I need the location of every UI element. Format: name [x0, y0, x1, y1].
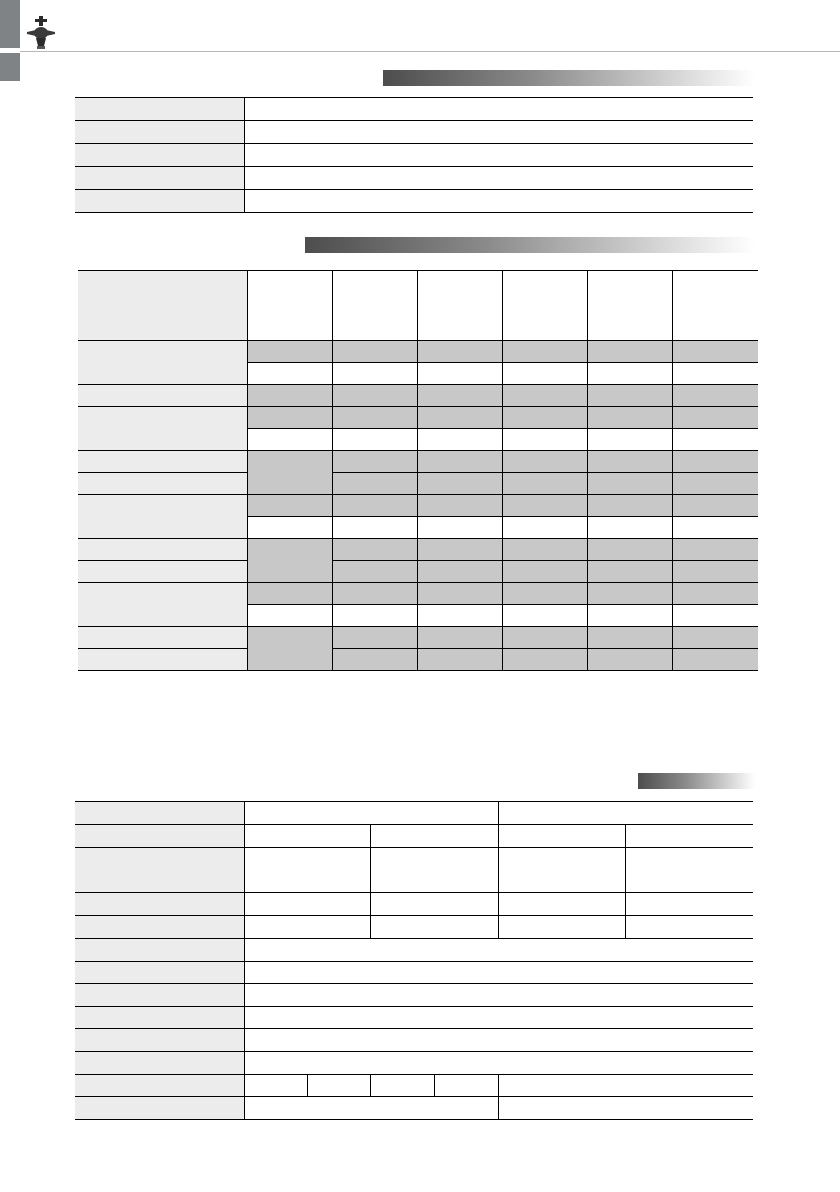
row-label-cell [75, 1052, 244, 1075]
table-cell [672, 627, 758, 649]
section1-title-bar [383, 70, 755, 86]
row-label-cell [75, 962, 244, 984]
table-cell [307, 1075, 370, 1097]
table-cell [587, 429, 672, 451]
row-label-cell [78, 407, 247, 451]
table-cell [247, 605, 332, 627]
row-label-cell [75, 167, 244, 190]
table-row [75, 121, 753, 144]
column-header [247, 271, 332, 341]
table-row [75, 825, 753, 848]
row-label-cell [78, 583, 247, 627]
table-cell [247, 583, 332, 605]
table-row [75, 916, 753, 939]
row-label-cell [75, 939, 244, 962]
row-label-cell [75, 144, 244, 167]
table-cell [498, 825, 625, 848]
table-row [75, 1075, 753, 1097]
table-cell [417, 407, 502, 429]
table-row [78, 385, 758, 407]
table-cell [434, 1075, 498, 1097]
row-label-cell [78, 561, 247, 583]
table-cell [502, 495, 587, 517]
table-cell [502, 385, 587, 407]
section2-table [78, 270, 758, 671]
table-cell [498, 802, 753, 825]
header-label-cell [78, 271, 247, 341]
row-label-cell [78, 451, 247, 473]
row-value-cell [244, 98, 753, 121]
table-cell [672, 341, 758, 363]
row-label-cell [75, 984, 244, 1007]
table-cell [502, 605, 587, 627]
table-cell [672, 605, 758, 627]
table-cell [502, 627, 587, 649]
table-cell [370, 848, 498, 893]
table-cell [502, 363, 587, 385]
row-label-cell [78, 385, 247, 407]
table-cell [672, 429, 758, 451]
table-row [75, 893, 753, 916]
row-label-cell [75, 916, 244, 939]
table-cell [672, 583, 758, 605]
table-cell [417, 495, 502, 517]
table-cell [332, 605, 417, 627]
row-label-cell [75, 1097, 244, 1120]
table-row [78, 561, 758, 583]
table-cell [247, 385, 332, 407]
table-cell [332, 583, 417, 605]
table-cell [672, 495, 758, 517]
table-cell [332, 649, 417, 671]
table-cell [247, 341, 332, 363]
merged-table-cell [247, 451, 332, 495]
table-row [78, 649, 758, 671]
table-cell [332, 517, 417, 539]
table-cell [244, 1007, 753, 1029]
table-cell [625, 916, 753, 939]
table-row [75, 939, 753, 962]
table-cell [417, 627, 502, 649]
table-cell [625, 848, 753, 893]
row-label-cell [78, 649, 247, 671]
table-cell [502, 341, 587, 363]
row-label-cell [75, 98, 244, 121]
table-header-row [78, 271, 758, 341]
table-row [78, 495, 758, 517]
table-cell [672, 649, 758, 671]
section1-table [75, 97, 753, 213]
table-cell [502, 407, 587, 429]
table-cell [587, 495, 672, 517]
table-cell [332, 341, 417, 363]
table-cell [417, 429, 502, 451]
table-cell [332, 473, 417, 495]
table-cell [244, 802, 498, 825]
table-cell [587, 363, 672, 385]
table-cell [247, 517, 332, 539]
table-row [75, 1029, 753, 1052]
table-cell [587, 605, 672, 627]
table-cell [502, 583, 587, 605]
table-cell [244, 848, 370, 893]
table-cell [332, 627, 417, 649]
table-cell [498, 916, 625, 939]
table-cell [332, 495, 417, 517]
table-cell [247, 407, 332, 429]
table-row [75, 984, 753, 1007]
table-row [75, 144, 753, 167]
row-label-cell [78, 627, 247, 649]
table-cell [370, 1075, 434, 1097]
table-cell [332, 385, 417, 407]
table-cell [332, 451, 417, 473]
table-row [78, 539, 758, 561]
row-label-cell [75, 190, 244, 213]
table-row [78, 341, 758, 363]
page-side-tab-top [0, 0, 20, 48]
table-cell [332, 363, 417, 385]
table-cell [502, 451, 587, 473]
table-cell [587, 561, 672, 583]
table-cell [498, 848, 625, 893]
table-row [78, 583, 758, 605]
column-header [502, 271, 587, 341]
table-cell [244, 1052, 753, 1075]
section2-title-bar [305, 237, 755, 253]
table-cell [672, 363, 758, 385]
table-row [75, 1052, 753, 1075]
header-divider [20, 51, 840, 52]
table-cell [502, 649, 587, 671]
table-cell [587, 473, 672, 495]
table-cell [244, 916, 370, 939]
table-cell [502, 473, 587, 495]
table-cell [244, 962, 753, 984]
table-cell [370, 916, 498, 939]
table-cell [502, 539, 587, 561]
row-label-cell [75, 121, 244, 144]
table-cell [672, 473, 758, 495]
table-row [75, 848, 753, 893]
column-header [332, 271, 417, 341]
table-cell [672, 407, 758, 429]
table-cell [672, 517, 758, 539]
table-row [75, 167, 753, 190]
row-label-cell [78, 495, 247, 539]
table-cell [244, 984, 753, 1007]
page-side-tab-bottom [0, 53, 20, 81]
row-value-cell [244, 144, 753, 167]
row-label-cell [75, 1007, 244, 1029]
table-cell [247, 429, 332, 451]
row-value-cell [244, 121, 753, 144]
table-row [78, 451, 758, 473]
table-cell [247, 363, 332, 385]
table-cell [332, 429, 417, 451]
table-row [78, 473, 758, 495]
table-cell [502, 517, 587, 539]
table-cell [417, 385, 502, 407]
table-cell [672, 451, 758, 473]
table-row [78, 627, 758, 649]
table-cell [672, 561, 758, 583]
section3-table [75, 801, 753, 1120]
table-row [75, 962, 753, 984]
row-label-cell [75, 1029, 244, 1052]
table-cell [244, 1075, 307, 1097]
row-label-cell [75, 848, 244, 893]
table-cell [417, 605, 502, 627]
merged-table-cell [247, 539, 332, 583]
table-cell [498, 893, 625, 916]
row-value-cell [244, 167, 753, 190]
table-cell [498, 1097, 753, 1120]
table-cell [417, 451, 502, 473]
table-cell [417, 341, 502, 363]
table-cell [625, 825, 753, 848]
table-cell [244, 893, 370, 916]
table-cell [417, 517, 502, 539]
table-row [75, 1007, 753, 1029]
table-cell [587, 649, 672, 671]
table-cell [587, 627, 672, 649]
table-cell [587, 583, 672, 605]
table-cell [502, 429, 587, 451]
table-row [75, 802, 753, 825]
table-cell [332, 407, 417, 429]
table-row [75, 190, 753, 213]
table-cell [587, 451, 672, 473]
table-cell [498, 1075, 753, 1097]
row-label-cell [78, 341, 247, 385]
table-cell [502, 561, 587, 583]
table-cell [370, 893, 498, 916]
row-label-cell [75, 825, 244, 848]
table-cell [332, 539, 417, 561]
table-row [78, 407, 758, 429]
table-row [75, 1097, 753, 1120]
table-cell [244, 1097, 498, 1120]
row-label-cell [78, 539, 247, 561]
row-value-cell [244, 190, 753, 213]
table-cell [247, 495, 332, 517]
row-label-cell [75, 1075, 244, 1097]
table-cell [417, 649, 502, 671]
table-cell [587, 385, 672, 407]
table-cell [625, 893, 753, 916]
table-cell [587, 341, 672, 363]
row-label-cell [75, 893, 244, 916]
table-cell [417, 473, 502, 495]
table-cell [672, 539, 758, 561]
table-cell [587, 517, 672, 539]
table-cell [417, 539, 502, 561]
column-header [672, 271, 758, 341]
table-cell [672, 385, 758, 407]
table-cell [332, 561, 417, 583]
emblem-logo-icon [26, 16, 56, 52]
table-cell [587, 539, 672, 561]
table-cell [370, 825, 498, 848]
column-header [587, 271, 672, 341]
column-header [417, 271, 502, 341]
row-label-cell [78, 473, 247, 495]
table-cell [244, 825, 370, 848]
table-cell [417, 363, 502, 385]
table-cell [417, 583, 502, 605]
section3-title-bar [638, 773, 755, 789]
table-cell [587, 407, 672, 429]
row-label-cell [75, 802, 244, 825]
table-cell [244, 939, 753, 962]
table-cell [244, 1029, 753, 1052]
table-row [75, 98, 753, 121]
table-cell [417, 561, 502, 583]
merged-table-cell [247, 627, 332, 671]
